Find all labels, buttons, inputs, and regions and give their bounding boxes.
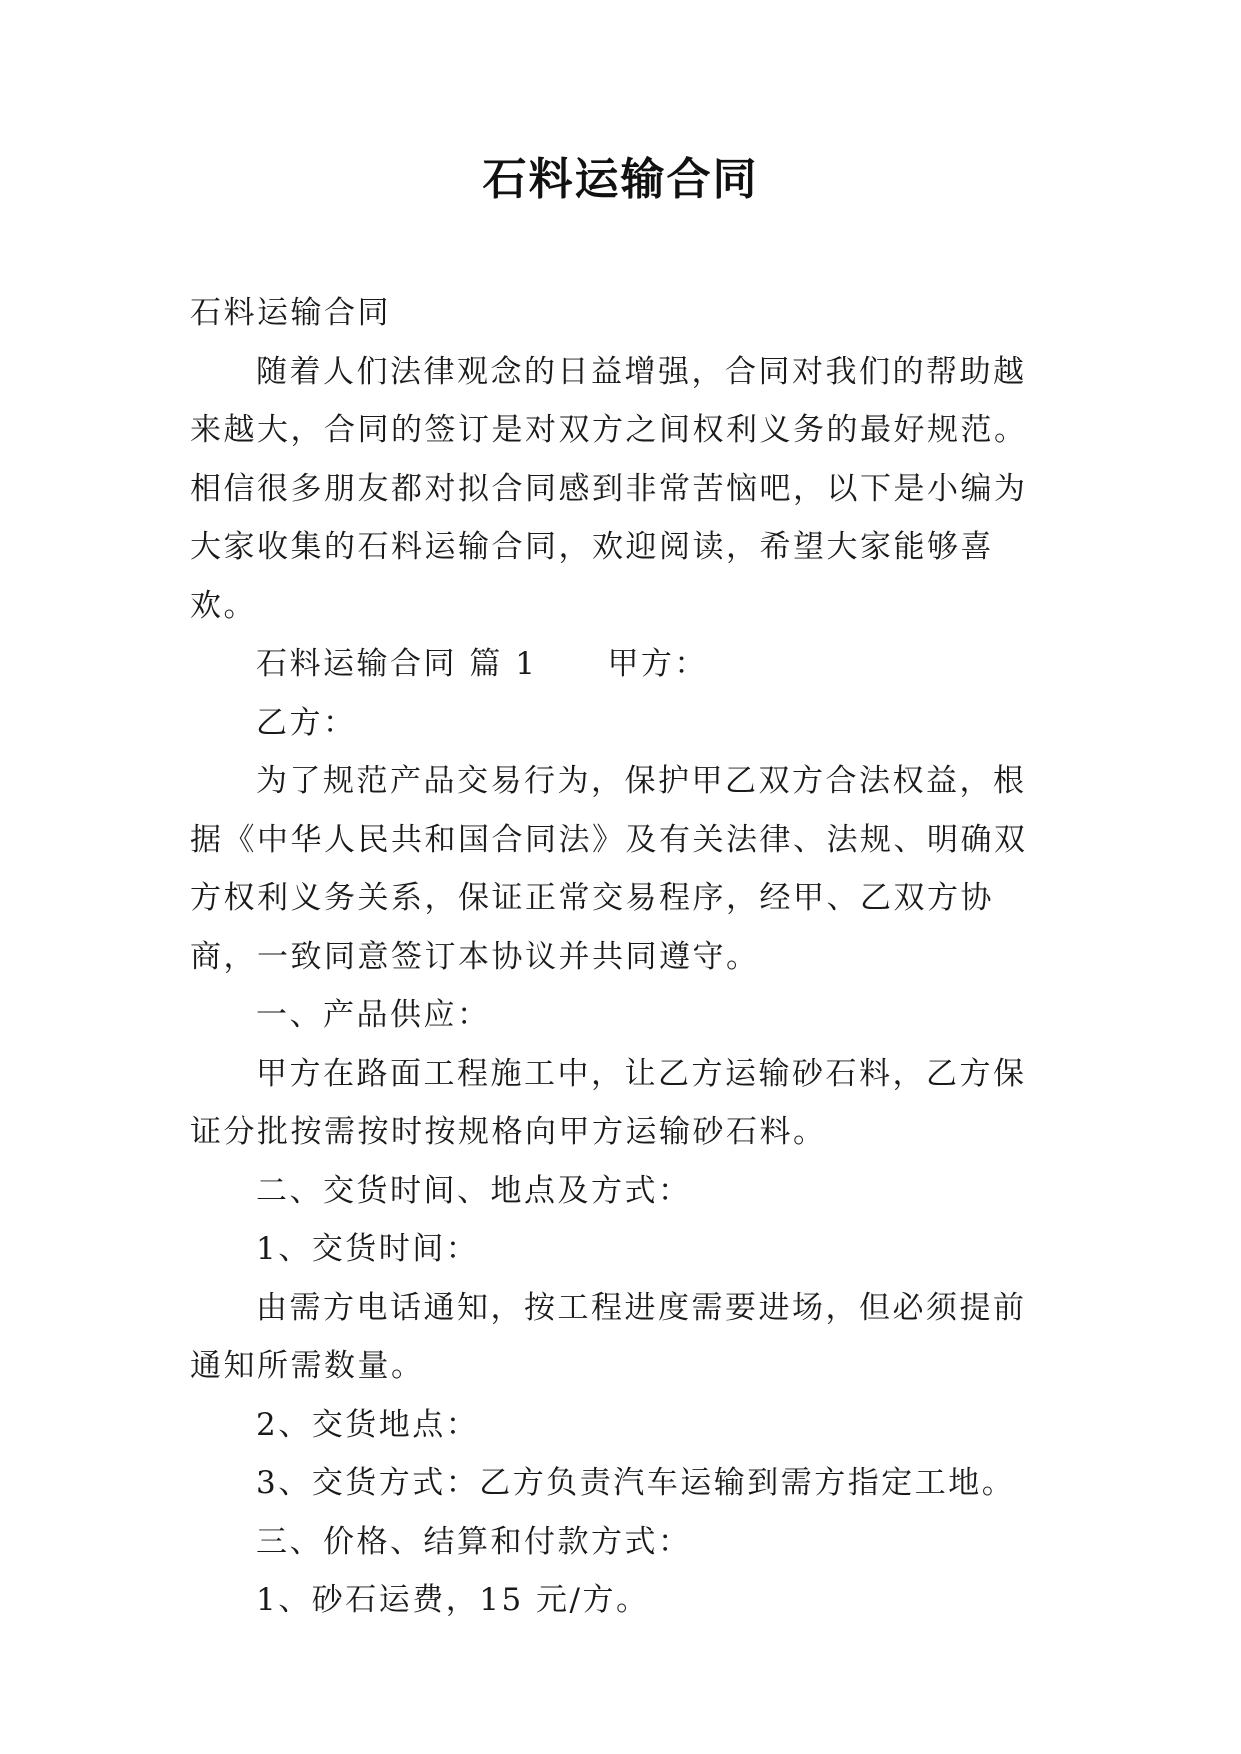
- paragraph: [190, 635, 1052, 694]
- document-title: 石料运输合同: [482, 154, 759, 205]
- paragraph: 1、交货时间：: [256, 1231, 480, 1267]
- paragraph: 1、砂石运费，15 元/方。: [256, 1582, 650, 1618]
- paragraph: 2、交货地点：: [256, 1406, 480, 1443]
- paragraph: 3、交货方式：乙方负责汽车运输到需方指定工地。: [256, 1465, 1016, 1501]
- paragraph: 随着人们法律观念的日益增强，合同对我们的帮助越来越大，合同的签订是对双方之间权利义务的最好规范。相信很多朋友都对拟合同感到非常苦恼吧，以下是小编为大家收集的石料运输合同，欢迎阅读，希望大家能够喜欢。: [190, 353, 1028, 624]
- document-body: [190, 284, 1052, 1630]
- paragraph: 二、交货时间、地点及方式：: [256, 1172, 692, 1209]
- paragraph: 乙方：: [256, 704, 357, 741]
- paragraph: 甲方在路面工程施工中，让乙方运输砂石料，乙方保证分批按需按时按规格向甲方运输砂石料。: [190, 1055, 1027, 1150]
- paragraph: 为了规范产品交易行为，保护甲乙双方合法权益，根据《中华人民共和国合同法》及有关法律、法规、明确双方权利义务关系，保证正常交易程序，经甲、乙双方协商，一致同意签订本协议并共同遵守。: [190, 763, 1028, 975]
- party-a-label: 甲方：: [607, 646, 708, 682]
- paragraph: 一、产品供应：: [256, 997, 491, 1033]
- paragraph: 石料运输合同: [190, 295, 391, 331]
- paragraph: 三、价格、结算和付款方式：: [256, 1523, 692, 1560]
- article-heading: 石料运输合同 篇 1: [256, 646, 538, 682]
- paragraph: 由需方电话通知，按工程进度需要进场，但必须提前通知所需数量。: [190, 1289, 1027, 1384]
